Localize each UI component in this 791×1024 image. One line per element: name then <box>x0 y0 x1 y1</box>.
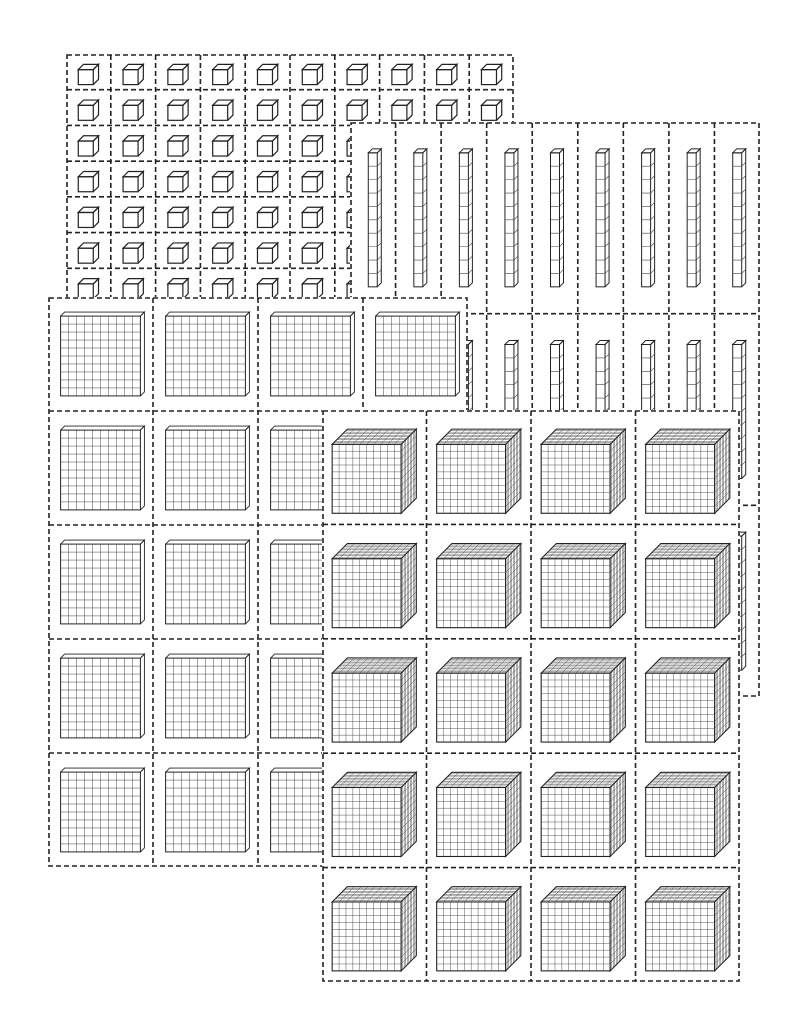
thousand-cube-icon <box>437 544 521 628</box>
hundred-flat-icon <box>166 654 250 738</box>
hundred-flat-icon <box>166 312 250 396</box>
ten-rod-icon <box>733 149 746 287</box>
ten-rod-icon <box>687 149 700 287</box>
unit-cube-icon <box>437 100 457 120</box>
unit-cube-icon <box>302 136 322 156</box>
thousand-cube-icon <box>332 544 416 628</box>
thousand-cube-icon <box>541 658 625 742</box>
unit-cube-icon <box>213 207 233 227</box>
unit-cube-icon <box>213 243 233 263</box>
unit-cube-icon <box>78 100 98 120</box>
ten-rod-icon <box>505 149 518 287</box>
unit-cube-icon <box>213 279 233 299</box>
ten-rod-icon <box>459 149 472 287</box>
unit-cube-icon <box>257 207 277 227</box>
thousand-cube-icon <box>332 772 416 856</box>
unit-cube-icon <box>78 64 98 84</box>
unit-cube-icon <box>302 64 322 84</box>
hundred-flat-icon <box>166 768 250 852</box>
unit-cube-icon <box>437 64 457 84</box>
hundred-flat-icon <box>61 768 145 852</box>
thousand-cube-icon <box>646 887 730 971</box>
unit-cube-icon <box>168 243 188 263</box>
thousand-cube-icon <box>437 772 521 856</box>
hundred-flat-icon <box>61 312 145 396</box>
unit-cube-icon <box>213 100 233 120</box>
thousand-cube-icon <box>437 429 521 513</box>
thousand-cube-icon <box>332 887 416 971</box>
thousand-cubes-sheet <box>322 410 740 982</box>
unit-cube-icon <box>257 172 277 192</box>
unit-cube-icon <box>392 100 412 120</box>
unit-cube-icon <box>481 100 501 120</box>
thousand-cube-icon <box>646 544 730 628</box>
unit-cube-icon <box>123 100 143 120</box>
unit-cube-icon <box>481 64 501 84</box>
hundred-flat-icon <box>61 426 145 510</box>
thousand-cube-icon <box>541 887 625 971</box>
unit-cube-icon <box>257 243 277 263</box>
thousand-cube-icon <box>646 772 730 856</box>
unit-cube-icon <box>213 136 233 156</box>
thousand-cube-icon <box>646 658 730 742</box>
unit-cube-icon <box>168 172 188 192</box>
unit-cube-icon <box>78 136 98 156</box>
unit-cube-icon <box>78 207 98 227</box>
ten-rod-icon <box>551 149 564 287</box>
unit-cube-icon <box>78 243 98 263</box>
unit-cube-icon <box>257 64 277 84</box>
unit-cube-icon <box>347 64 367 84</box>
hundred-flat-icon <box>376 312 460 396</box>
unit-cube-icon <box>78 279 98 299</box>
ten-rod-icon <box>414 149 427 287</box>
thousand-cubes-grid <box>322 410 740 982</box>
unit-cube-icon <box>302 100 322 120</box>
unit-cube-icon <box>168 136 188 156</box>
unit-cube-icon <box>213 64 233 84</box>
unit-cube-icon <box>257 100 277 120</box>
unit-cube-icon <box>302 207 322 227</box>
thousand-cube-icon <box>437 887 521 971</box>
hundred-flat-icon <box>61 540 145 624</box>
thousand-cube-icon <box>541 544 625 628</box>
thousand-cube-icon <box>541 772 625 856</box>
unit-cube-icon <box>78 172 98 192</box>
thousand-cube-icon <box>646 429 730 513</box>
hundred-flat-icon <box>166 540 250 624</box>
hundred-flat-icon <box>166 426 250 510</box>
unit-cube-icon <box>213 172 233 192</box>
unit-cube-icon <box>168 279 188 299</box>
unit-cube-icon <box>168 207 188 227</box>
unit-cube-icon <box>347 100 367 120</box>
unit-cube-icon <box>123 136 143 156</box>
ten-rod-icon <box>642 149 655 287</box>
unit-cube-icon <box>168 100 188 120</box>
unit-cube-icon <box>302 279 322 299</box>
ten-rod-icon <box>596 149 609 287</box>
unit-cube-icon <box>168 64 188 84</box>
unit-cube-icon <box>302 243 322 263</box>
unit-cube-icon <box>257 136 277 156</box>
unit-cube-icon <box>257 279 277 299</box>
unit-cube-icon <box>123 279 143 299</box>
thousand-cube-icon <box>437 658 521 742</box>
unit-cube-icon <box>123 207 143 227</box>
unit-cube-icon <box>302 172 322 192</box>
thousand-cube-icon <box>541 429 625 513</box>
unit-cube-icon <box>123 243 143 263</box>
unit-cube-icon <box>123 64 143 84</box>
thousand-cube-icon <box>332 658 416 742</box>
unit-cube-icon <box>392 64 412 84</box>
unit-cube-icon <box>123 172 143 192</box>
hundred-flat-icon <box>61 654 145 738</box>
ten-rod-icon <box>368 149 381 287</box>
hundred-flat-icon <box>271 312 355 396</box>
thousand-cube-icon <box>332 429 416 513</box>
